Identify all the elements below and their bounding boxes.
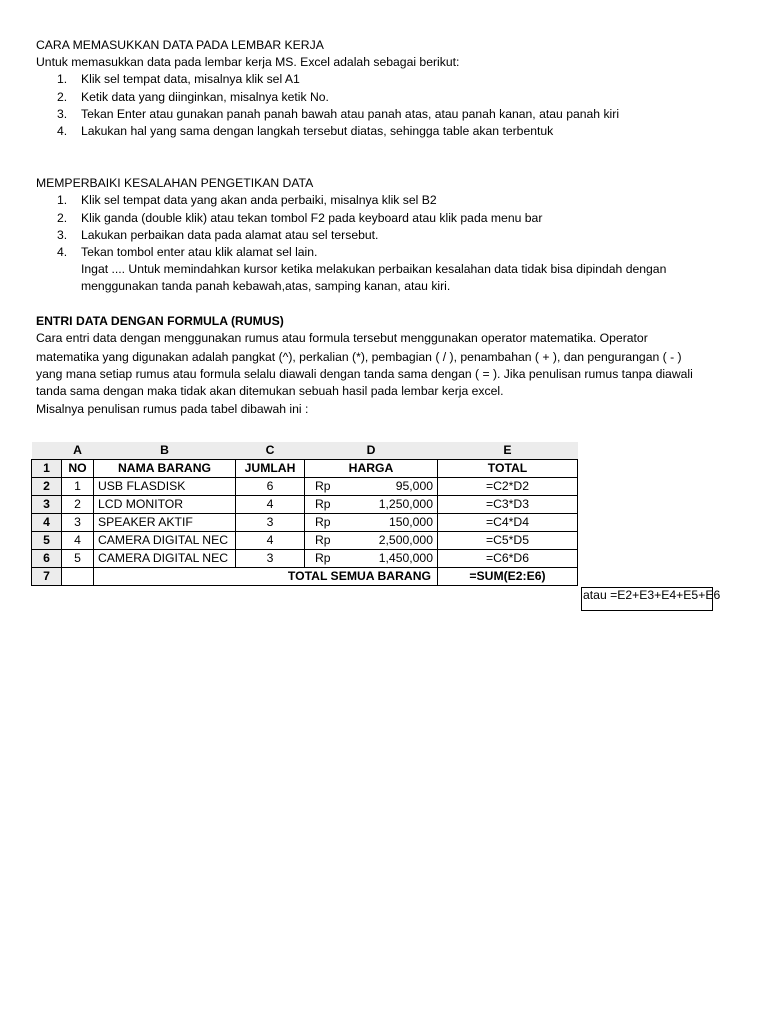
section3-para-line: Misalnya penulisan rumus pada tabel dibawah ini : xyxy=(36,401,309,416)
cell-empty[interactable] xyxy=(62,568,94,586)
cell-jumlah[interactable]: 3 xyxy=(236,550,305,568)
table-row xyxy=(32,550,578,568)
row-number[interactable]: 6 xyxy=(32,550,62,568)
header-cell-total[interactable]: TOTAL xyxy=(438,460,578,478)
step-number: 4. xyxy=(57,124,68,139)
cell-harga[interactable]: 2,500,000 xyxy=(357,532,438,550)
cell-total[interactable]: =C4*D4 xyxy=(438,514,578,532)
section2-note-line2: menggunakan tanda panah kebawah,atas, samping kanan, atau kiri. xyxy=(81,279,451,294)
cell-nama[interactable]: CAMERA DIGITAL NEC xyxy=(94,550,236,568)
step-text: Klik sel tempat data, misalnya klik sel A1 xyxy=(81,72,300,87)
header-cell-jumlah[interactable]: JUMLAH xyxy=(236,460,305,478)
cell-nama[interactable]: USB FLASDISK xyxy=(94,478,236,496)
cell-no[interactable]: 1 xyxy=(62,478,94,496)
column-header[interactable]: A xyxy=(62,442,94,460)
step-number: 4. xyxy=(57,245,68,260)
cell-currency[interactable]: Rp xyxy=(305,514,358,532)
list-item xyxy=(36,210,736,227)
row-number[interactable]: 5 xyxy=(32,532,62,550)
cell-total[interactable]: =C6*D6 xyxy=(438,550,578,568)
cell-nama[interactable]: CAMERA DIGITAL NEC xyxy=(94,532,236,550)
cell-harga[interactable]: 95,000 xyxy=(357,478,438,496)
section2-note-line1: Ingat .... Untuk memindahkan kursor ketika melakukan perbaikan kesalahan data tidak bisa dipindah dengan xyxy=(81,262,667,277)
alt-formula-box: atau =E2+E3+E4+E5+E6 xyxy=(581,587,713,611)
cell-jumlah[interactable]: 6 xyxy=(236,478,305,496)
step-number: 1. xyxy=(57,193,68,208)
cell-currency[interactable]: Rp xyxy=(305,496,358,514)
step-text: Ketik data yang diinginkan, misalnya ketik No. xyxy=(81,89,329,104)
header-cell-harga[interactable]: HARGA xyxy=(305,460,438,478)
step-number: 3. xyxy=(57,227,68,242)
list-item xyxy=(36,227,736,244)
column-header[interactable]: E xyxy=(438,442,578,460)
cell-currency[interactable]: Rp xyxy=(305,532,358,550)
step-text: Tekan tombol enter atau klik alamat sel lain. xyxy=(81,245,318,260)
cell-no[interactable]: 3 xyxy=(62,514,94,532)
step-number: 1. xyxy=(57,72,68,87)
step-number: 2. xyxy=(57,210,68,225)
cell-harga[interactable]: 150,000 xyxy=(357,514,438,532)
row-number[interactable]: 2 xyxy=(32,478,62,496)
cell-harga[interactable]: 1,450,000 xyxy=(357,550,438,568)
column-header-row xyxy=(32,442,578,460)
cell-no[interactable]: 2 xyxy=(62,496,94,514)
step-text: Klik sel tempat data yang akan anda perbaiki, misalnya klik sel B2 xyxy=(81,193,437,208)
table-row xyxy=(32,496,578,514)
corner-cell xyxy=(32,442,62,460)
list-item xyxy=(36,192,736,209)
document-body xyxy=(36,37,736,418)
table-row xyxy=(32,478,578,496)
cell-nama[interactable]: SPEAKER AKTIF xyxy=(94,514,236,532)
column-header[interactable]: C xyxy=(236,442,305,460)
table-row xyxy=(32,514,578,532)
step-text: Tekan Enter atau gunakan panah panah bawah atau panah atas, atau panah kanan, atau panah kiri xyxy=(81,106,620,121)
table-row xyxy=(32,568,578,586)
step-text: Lakukan hal yang sama dengan langkah tersebut diatas, sehingga table akan terbentuk xyxy=(81,124,554,139)
list-item xyxy=(36,106,736,123)
header-cell-no[interactable]: NO xyxy=(62,460,94,478)
step-number: 3. xyxy=(57,106,68,121)
list-item xyxy=(36,123,736,140)
section1-steps xyxy=(36,71,736,140)
list-item xyxy=(36,71,736,88)
spreadsheet-table xyxy=(31,442,578,586)
cell-no[interactable]: 4 xyxy=(62,532,94,550)
section2-heading: MEMPERBAIKI KESALAHAN PENGETIKAN DATA xyxy=(36,176,314,191)
section3-para-line: yang mana setiap rumus atau formula selalu diawali dengan tanda sama dengan ( = ). Jika penulisan rumus tanpa diawali xyxy=(36,367,693,382)
list-item xyxy=(36,244,736,261)
cell-currency[interactable]: Rp xyxy=(305,550,358,568)
cell-total[interactable]: =C2*D2 xyxy=(438,478,578,496)
section3-para-line: Cara entri data dengan menggunakan rumus atau formula tersebut menggunakan operator matematika. Operator xyxy=(36,330,648,345)
section3-para-line: matematika yang digunakan adalah pangkat (^), perkalian (*), pembagian ( / ), penambahan ( + ), dan pengurangan ( - ) xyxy=(36,350,682,365)
cell-jumlah[interactable]: 3 xyxy=(236,514,305,532)
cell-jumlah[interactable]: 4 xyxy=(236,496,305,514)
cell-harga[interactable]: 1,250,000 xyxy=(357,496,438,514)
step-text: Klik ganda (double klik) atau tekan tombol F2 pada keyboard atau klik pada menu bar xyxy=(81,210,543,225)
table-row xyxy=(32,532,578,550)
header-cell-nama[interactable]: NAMA BARANG xyxy=(94,460,236,478)
cell-no[interactable]: 5 xyxy=(62,550,94,568)
table-row xyxy=(32,460,578,478)
row-number[interactable]: 7 xyxy=(32,568,62,586)
cell-total[interactable]: =C3*D3 xyxy=(438,496,578,514)
row-number[interactable]: 4 xyxy=(32,514,62,532)
section2-steps xyxy=(36,192,736,261)
step-number: 2. xyxy=(57,89,68,104)
cell-nama[interactable]: LCD MONITOR xyxy=(94,496,236,514)
total-label-cell[interactable]: TOTAL SEMUA BARANG xyxy=(94,568,438,586)
step-text: Lakukan perbaikan data pada alamat atau sel tersebut. xyxy=(81,227,379,242)
section1-heading: CARA MEMASUKKAN DATA PADA LEMBAR KERJA xyxy=(36,38,324,52)
column-header[interactable]: B xyxy=(94,442,236,460)
row-number[interactable]: 3 xyxy=(32,496,62,514)
column-header[interactable]: D xyxy=(305,442,438,460)
cell-jumlah[interactable]: 4 xyxy=(236,532,305,550)
row-number[interactable]: 1 xyxy=(32,460,62,478)
section3-para-line: tanda sama dengan maka tidak akan ditemukan sebuah hasil pada lembar kerja excel. xyxy=(36,384,504,399)
total-formula-cell[interactable]: =SUM(E2:E6) xyxy=(438,568,578,586)
list-item xyxy=(36,89,736,106)
section3-heading: ENTRI DATA DENGAN FORMULA (RUMUS) xyxy=(36,313,284,328)
cell-total[interactable]: =C5*D5 xyxy=(438,532,578,550)
cell-currency[interactable]: Rp xyxy=(305,478,358,496)
section1-intro: Untuk memasukkan data pada lembar kerja MS. Excel adalah sebagai berikut: xyxy=(36,55,460,70)
